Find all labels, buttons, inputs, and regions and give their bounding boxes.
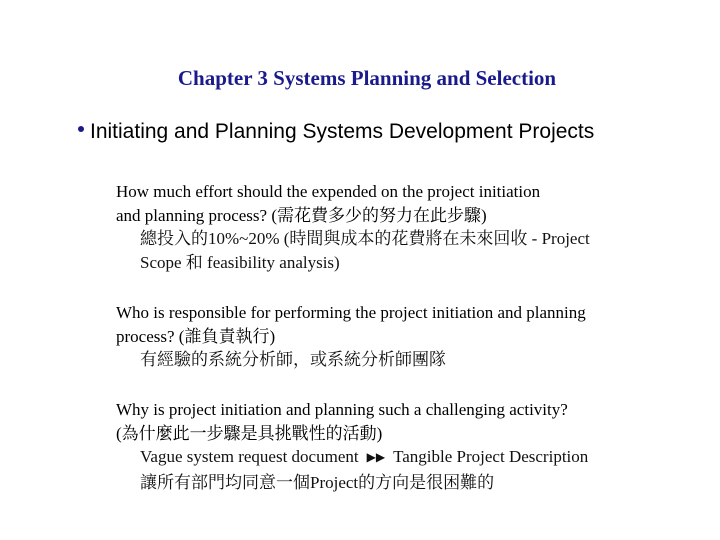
question-line: (為什麼此一步驟是具挑戰性的活動): [116, 423, 383, 443]
question-line: Who is responsible for performing the project initiation and planning: [116, 303, 586, 322]
question-block-challenging: [116, 398, 588, 494]
answer-line: 讓所有部門均同意一個Project的方向是很困難的: [140, 472, 495, 492]
answer-line: Scope 和 feasibility analysis): [140, 252, 340, 272]
answer-line: [116, 445, 588, 471]
question-line: How much effort should the expended on the project initiation: [116, 182, 541, 201]
main-bullet: [78, 120, 594, 144]
question-line: and planning process? (需花費多少的努力在此步驟): [116, 205, 487, 225]
slide-title: Chapter 3 Systems Planning and Selection: [177, 66, 557, 90]
double-right-triangle-icon: ▶▶: [366, 450, 386, 464]
answer-line: 總投入的10%~20% (時間與成本的花費將在未來回收 - Project: [140, 229, 590, 248]
answer-left-text: Vague system request document: [140, 447, 359, 466]
question-line: process? (誰負責執行): [116, 326, 276, 346]
question-line: Why is project initiation and planning such a challenging activity?: [116, 400, 568, 419]
answer-line: 有經驗的系統分析師，或系統分析師團隊: [140, 350, 446, 369]
question-block-responsible: [116, 301, 586, 372]
answer-right-text: Tangible Project Description: [393, 447, 589, 466]
bullet-dot-icon: [78, 126, 84, 132]
main-bullet-text: Initiating and Planning Systems Development Projects: [90, 120, 595, 143]
question-block-effort: [116, 180, 590, 274]
